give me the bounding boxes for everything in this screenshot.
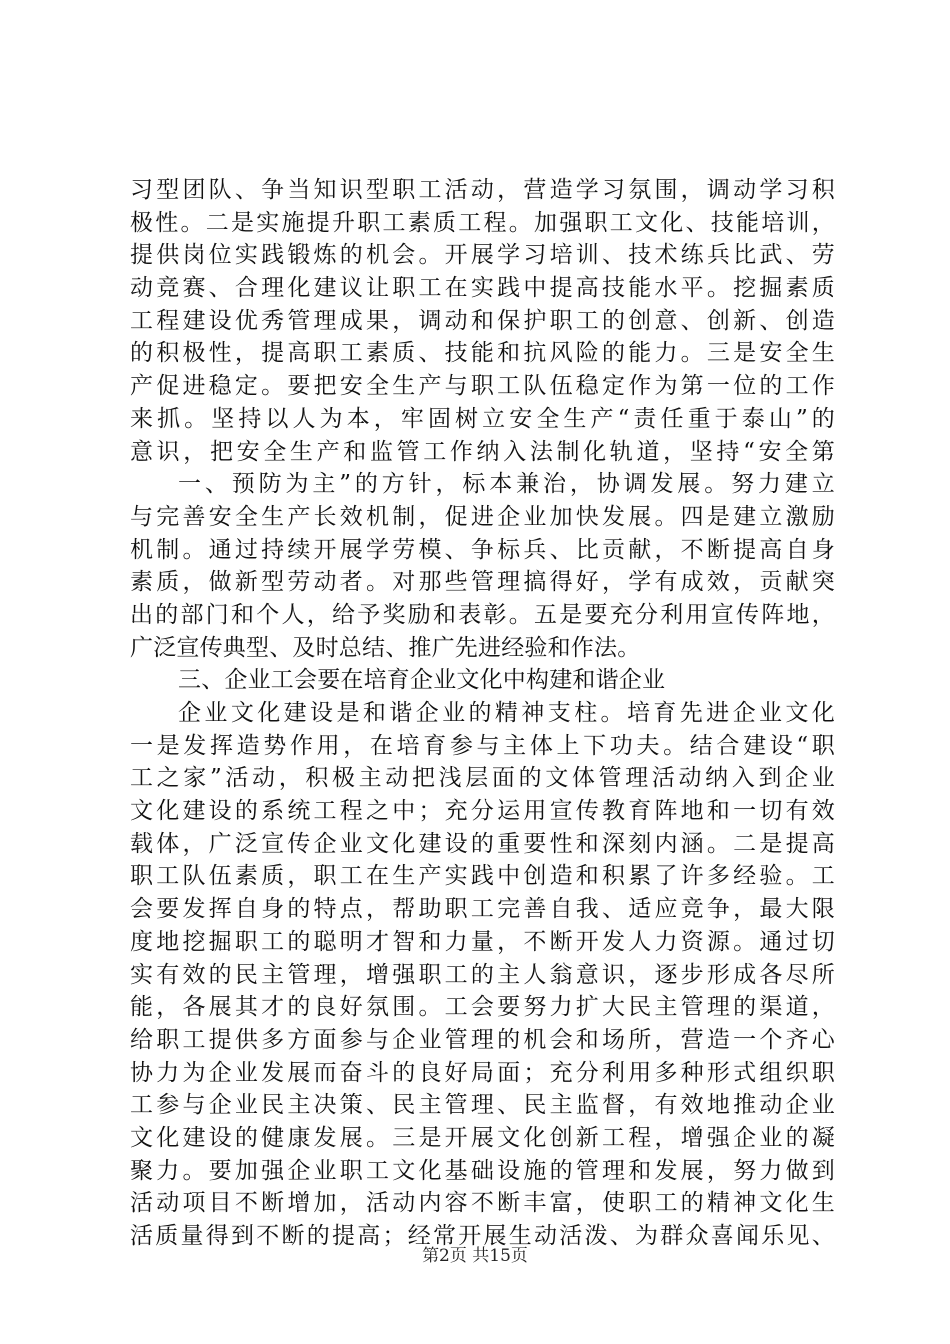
text-line: 文化建设的系统工程之中；充分运用宣传教育阵地和一切有效 <box>130 798 835 825</box>
text-line: 一、预防为主”的方针，标本兼治，协调发展。努力建立 <box>178 471 835 498</box>
text-line: 极性。二是实施提升职工素质工程。加强职工文化、技能培训， <box>130 209 835 236</box>
text-line: 企业文化建设是和谐企业的精神支柱。培育先进企业文化 <box>178 700 835 726</box>
text-line: 广泛宣传典型、及时总结、推广先进经验和作法。 <box>130 634 641 661</box>
document-body <box>130 174 835 1253</box>
text-line: 能，各展其才的良好氛围。工会要努力扩大民主管理的渠道， <box>130 994 835 1021</box>
text-line: 产促进稳定。要把安全生产与职工队伍稳定作为第一位的工作 <box>130 373 835 400</box>
text-line: 给职工提供多方面参与企业管理的机会和场所，营造一个齐心 <box>130 1026 835 1053</box>
text-line: 工参与企业民主决策、民主管理、民主监督，有效地推动企业 <box>130 1092 835 1119</box>
text-line: 度地挖掘职工的聪明才智和力量，不断开发人力资源。通过切 <box>130 928 835 955</box>
page-number-footer: 第2页 共15页 <box>422 1246 528 1266</box>
text-line: 活动项目不断增加，活动内容不断丰富，使职工的精神文化生 <box>130 1190 835 1217</box>
text-line: 职工队伍素质，职工在生产实践中创造和积累了许多经验。工 <box>130 863 835 890</box>
text-line: 的积极性，提高职工素质、技能和抗风险的能力。三是安全生 <box>130 340 835 367</box>
text-line: 素质，做新型劳动者。对那些管理搞得好，学有成效，贡献突 <box>130 569 835 596</box>
text-line: 来抓。坚持以人为本，牢固树立安全生产“责任重于泰山”的 <box>130 405 835 432</box>
text-line: 与完善安全生产长效机制，促进企业加快发展。四是建立激励 <box>130 503 835 530</box>
text-line: 一是发挥造势作用，在培育参与主体上下功夫。结合建设“职 <box>130 732 835 759</box>
text-line: 出的部门和个人，给予奖励和表彰。五是要充分利用宣传阵地， <box>130 601 835 628</box>
text-line: 动竞赛、合理化建议让职工在实践中提高技能水平。挖掘素质 <box>130 275 835 302</box>
text-line: 载体，广泛宣传企业文化建设的重要性和深刻内涵。二是提高 <box>130 830 835 857</box>
text-line: 习型团队、争当知识型职工活动，营造学习氛围，调动学习积 <box>130 177 835 203</box>
text-line: 提供岗位实践锻炼的机会。开展学习培训、技术练兵比武、劳 <box>130 242 835 269</box>
section-heading: 三、企业工会要在培育企业文化中构建和谐企业 <box>178 667 666 694</box>
text-line: 文化建设的健康发展。三是开展文化创新工程，增强企业的凝 <box>130 1124 835 1151</box>
text-line: 机制。通过持续开展学劳模、争标兵、比贡献，不断提高自身 <box>130 536 835 563</box>
text-line: 会要发挥自身的特点，帮助职工完善自我、适应竞争，最大限 <box>130 896 835 923</box>
text-line: 意识，把安全生产和监管工作纳入法制化轨道，坚持“安全第 <box>130 438 835 465</box>
text-line: 工之家”活动，积极主动把浅层面的文体管理活动纳入到企业 <box>130 765 835 792</box>
text-line: 工程建设优秀管理成果，调动和保护职工的创意、创新、创造 <box>130 307 835 334</box>
text-line: 实有效的民主管理，增强职工的主人翁意识，逐步形成各尽所 <box>130 961 835 988</box>
text-line: 聚力。要加强企业职工文化基础设施的管理和发展，努力做到 <box>130 1157 835 1184</box>
text-line: 活质量得到不断的提高；经常开展生动活泼、为群众喜闻乐见、 <box>130 1223 835 1249</box>
text-line: 协力为企业发展而奋斗的良好局面；充分利用多种形式组织职 <box>130 1059 835 1086</box>
